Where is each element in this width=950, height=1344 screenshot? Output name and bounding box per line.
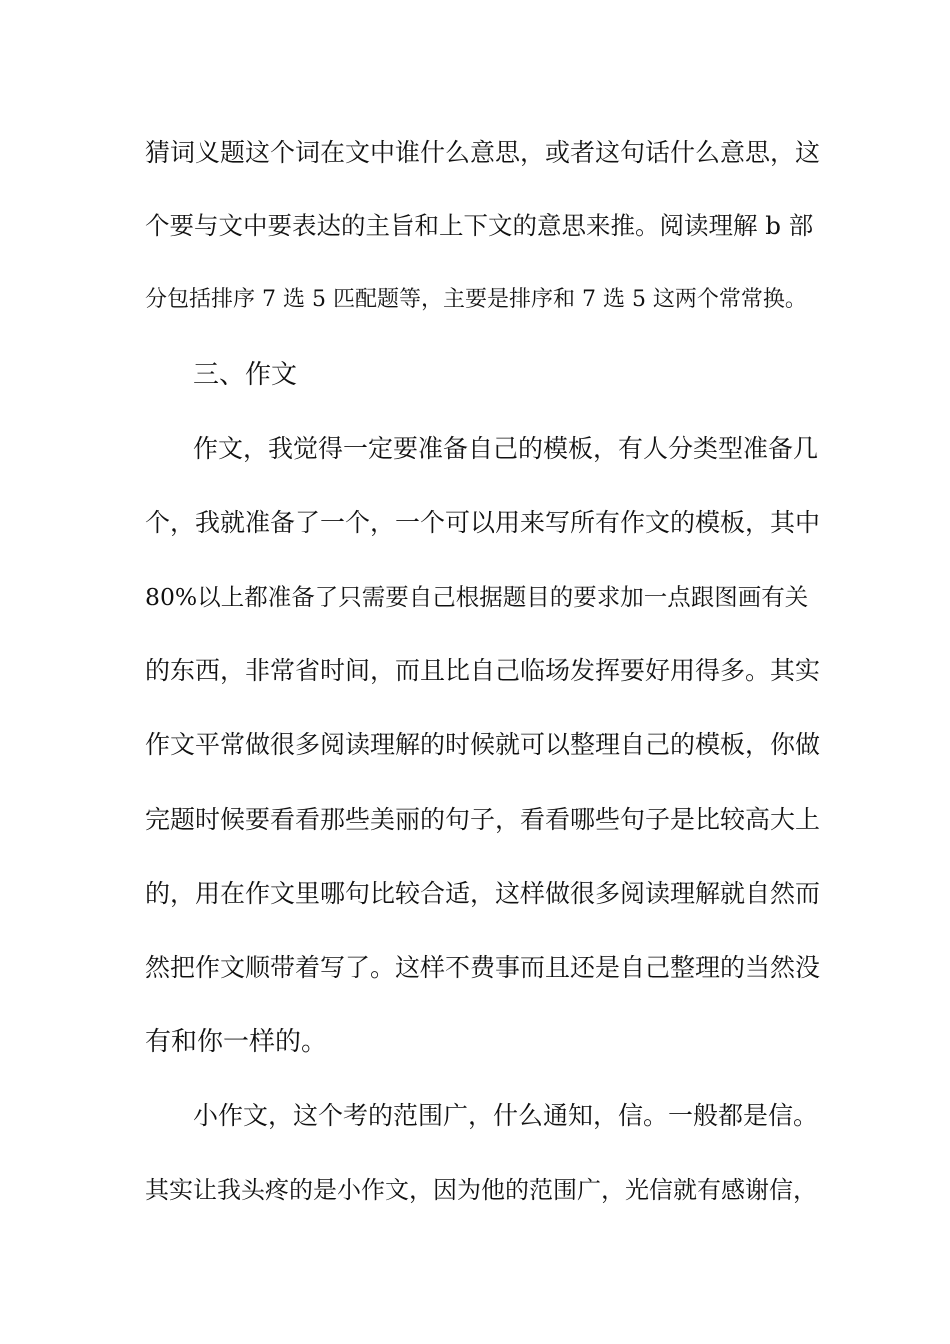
paragraph-line: 分包括排序 7 选 5 匹配题等，主要是排序和 7 选 5 这两个常常换。 (145, 287, 807, 312)
paragraph-line: 作文，我觉得一定要准备自己的模板，有人分类型准备几 (193, 434, 819, 463)
paragraph-line: 个要与文中要表达的主旨和上下文的意思来推。阅读理解 b 部 (145, 211, 814, 240)
paragraph-line: 其实让我头疼的是小作文，因为他的范围广，光信就有感谢信， (145, 1176, 817, 1204)
paragraph-line: 的东西，非常省时间，而且比自己临场发挥要好用得多。其实 (145, 656, 821, 685)
section-heading: 三、作文 (193, 360, 298, 390)
paragraph-line: 完题时候要看看那些美丽的句子，看看哪些句子是比较高大上 (145, 805, 821, 834)
paragraph-line: 个，我就准备了一个，一个可以用来写所有作文的模板，其中 (145, 508, 821, 537)
paragraph-line: 有和你一样的。 (145, 1027, 328, 1057)
paragraph-line: 然把作文顺带着写了。这样不费事而且还是自己整理的当然没 (145, 953, 821, 982)
paragraph-line: 80%以上都准备了只需要自己根据题目的要求加一点跟图画有关 (145, 583, 809, 611)
paragraph-line: 的，用在作文里哪句比较合适，这样做很多阅读理解就自然而 (145, 879, 821, 908)
paragraph-line: 小作文，这个考的范围广，什么通知，信。一般都是信。 (193, 1101, 819, 1130)
paragraph-line: 作文平常做很多阅读理解的时候就可以整理自己的模板，你做 (145, 730, 821, 759)
paragraph-line: 猜词义题这个词在文中谁什么意思，或者这句话什么意思，这 (145, 138, 821, 167)
